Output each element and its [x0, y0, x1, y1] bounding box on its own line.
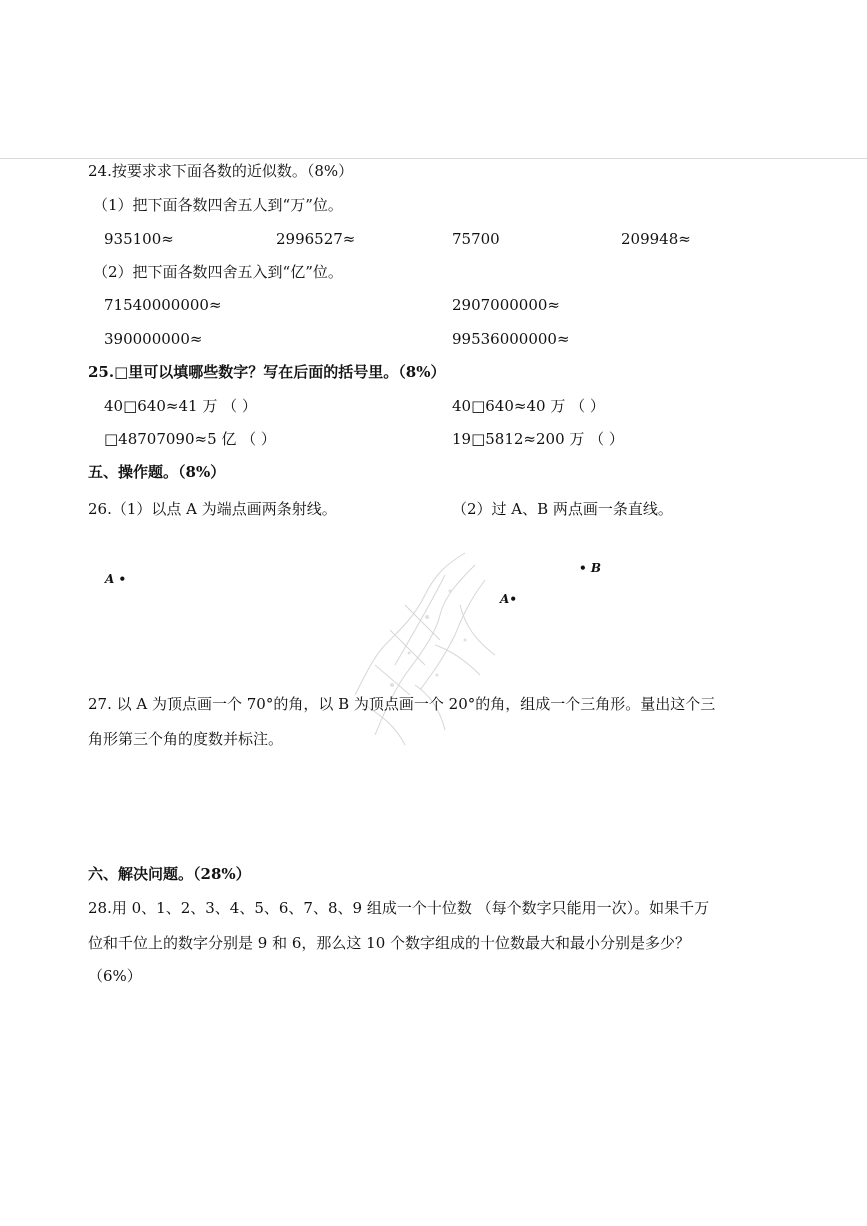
q28-line-1: 28.用 0、1、2、3、4、5、6、7、8、9 组成一个十位数 （每个数字只能用一次）。如果千万	[88, 899, 710, 917]
q28-line-3: （6%）	[88, 967, 142, 985]
point-b-label: • B	[579, 561, 602, 575]
q24-item-3: 75700	[452, 230, 500, 248]
point-a-label-1: A •	[105, 572, 127, 586]
q24-item-7: 390000000≈	[104, 330, 203, 348]
q24-item-6: 2907000000≈	[452, 296, 561, 314]
q24-part2: （2）把下面各数四舍五入到“亿”位。	[93, 263, 343, 281]
q25-item-4: 19□5812≈200 万 （ ）	[452, 430, 624, 448]
q27-line-1: 27. 以 A 为顶点画一个 70°的角，以 B 为顶点画一个 20°的角，组成一个三角形。量出这个三	[88, 695, 716, 713]
q28-line-2: 位和千位上的数字分别是 9 和 6，那么这 10 个数字组成的十位数最大和最小分别是多少？	[88, 934, 691, 952]
q25-item-2: 40□640≈40 万 （ ）	[452, 397, 605, 415]
section5-title: 五、操作题。（8%）	[88, 463, 226, 481]
q26-part2: （2）过 A、B 两点画一条直线。	[452, 500, 673, 518]
q24-item-5: 71540000000≈	[104, 296, 222, 314]
q25-item-1: 40□640≈41 万 （ ）	[104, 397, 257, 415]
top-divider	[0, 158, 867, 159]
q24-item-2: 2996527≈	[276, 230, 356, 248]
q25-title: 25.□里可以填哪些数字？写在后面的括号里。（8%）	[88, 363, 446, 381]
q24-item-8: 99536000000≈	[452, 330, 570, 348]
q26-part1: 26.（1）以点 A 为端点画两条射线。	[88, 500, 337, 518]
watermark-smudge	[345, 545, 515, 755]
point-a-label-2: A•	[500, 592, 517, 606]
q25-item-3: □48707090≈5 亿 （ ）	[104, 430, 276, 448]
q24-item-1: 935100≈	[104, 230, 174, 248]
q24-title: 24.按要求求下面各数的近似数。（8%）	[88, 162, 354, 180]
q27-line-2: 角形第三个角的度数并标注。	[88, 730, 284, 748]
section6-title: 六、解决问题。（28%）	[88, 865, 251, 883]
q24-item-4: 209948≈	[621, 230, 691, 248]
q24-part1: （1）把下面各数四舍五人到“万”位。	[93, 196, 343, 214]
